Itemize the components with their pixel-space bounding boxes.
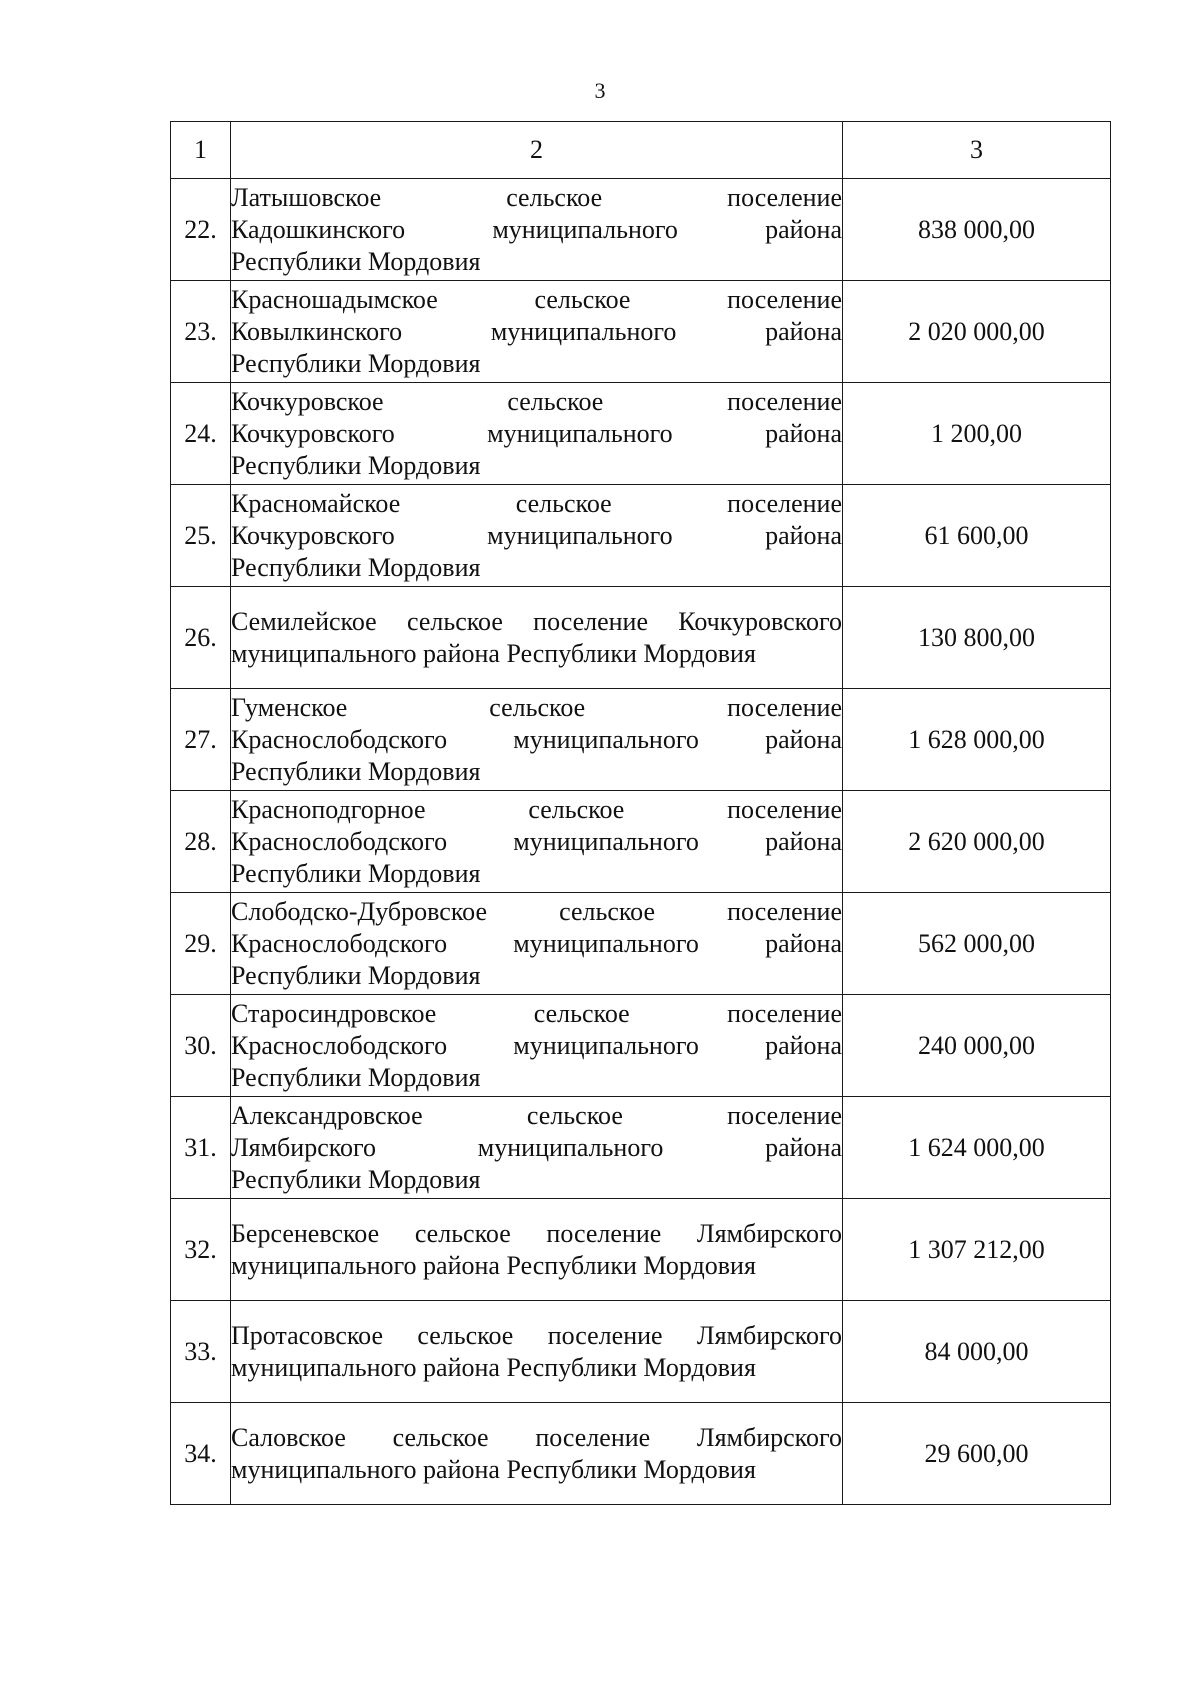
settlement-name-line: муниципального района Республики Мордовия [231, 1250, 756, 1280]
settlement-name-line: Латышовское сельское поселение [231, 182, 842, 212]
amount: 29 600,00 [843, 1403, 1111, 1505]
settlement-name-line: Республики Мордовия [231, 246, 481, 276]
row-number: 25. [171, 485, 231, 587]
row-number: 34. [171, 1403, 231, 1505]
settlement-name [231, 383, 843, 485]
settlement-name-line: Кочкуровского муниципального района [231, 520, 842, 550]
amount: 2 620 000,00 [843, 791, 1111, 893]
settlement-name [231, 485, 843, 587]
settlement-name-line: Ковылкинского муниципального района [231, 316, 842, 346]
table-header-row [171, 122, 1111, 179]
table-row [171, 1301, 1111, 1403]
table-row [171, 1199, 1111, 1301]
settlement-name-line: Красноподгорное сельское поселение [231, 794, 842, 824]
row-number: 29. [171, 893, 231, 995]
row-number: 31. [171, 1097, 231, 1199]
settlement-name-line: Гуменское сельское поселение [231, 692, 842, 722]
settlement-name-line: Республики Мордовия [231, 858, 481, 888]
header-col-2: 2 [231, 122, 843, 179]
table-row [171, 587, 1111, 689]
settlement-name-line: Республики Мордовия [231, 1164, 481, 1194]
row-number: 32. [171, 1199, 231, 1301]
settlement-name-line: Семилейское сельское поселение Кочкуровского [231, 606, 842, 636]
settlement-name [231, 1199, 843, 1301]
settlement-name-line: муниципального района Республики Мордовия [231, 1454, 756, 1484]
settlement-name [231, 281, 843, 383]
settlement-name-line: Кадошкинского муниципального района [231, 214, 842, 244]
settlement-name [231, 1301, 843, 1403]
table-row [171, 893, 1111, 995]
settlement-name [231, 1403, 843, 1505]
amount: 2 020 000,00 [843, 281, 1111, 383]
row-number: 24. [171, 383, 231, 485]
amount: 562 000,00 [843, 893, 1111, 995]
amount: 130 800,00 [843, 587, 1111, 689]
settlement-name-line: Республики Мордовия [231, 1062, 481, 1092]
settlement-name-line: Республики Мордовия [231, 348, 481, 378]
table-row [171, 791, 1111, 893]
row-number: 27. [171, 689, 231, 791]
settlement-name [231, 179, 843, 281]
table-row [171, 995, 1111, 1097]
settlement-name-line: Краснослободского муниципального района [231, 724, 842, 754]
settlement-name-line: Краснослободского муниципального района [231, 826, 842, 856]
row-number: 23. [171, 281, 231, 383]
row-number: 33. [171, 1301, 231, 1403]
settlement-name-line: Лямбирского муниципального района [231, 1132, 842, 1162]
settlement-name [231, 1097, 843, 1199]
settlement-name [231, 893, 843, 995]
settlement-name [231, 587, 843, 689]
settlement-name-line: Республики Мордовия [231, 756, 481, 786]
settlement-name-line: муниципального района Республики Мордовия [231, 1352, 756, 1382]
header-col-1: 1 [171, 122, 231, 179]
settlement-name-line: Кочкуровское сельское поселение [231, 386, 842, 416]
row-number: 22. [171, 179, 231, 281]
amount: 1 200,00 [843, 383, 1111, 485]
allocation-table [170, 121, 1111, 1505]
amount: 84 000,00 [843, 1301, 1111, 1403]
settlement-name-line: Саловское сельское поселение Лямбирского [231, 1422, 842, 1452]
table-row [171, 689, 1111, 791]
amount: 838 000,00 [843, 179, 1111, 281]
row-number: 26. [171, 587, 231, 689]
table-body [171, 122, 1111, 1505]
settlement-name-line: Красношадымское сельское поселение [231, 284, 842, 314]
table-row [171, 383, 1111, 485]
settlement-name-line: Александровское сельское поселение [231, 1100, 842, 1130]
settlement-name-line: Красномайское сельское поселение [231, 488, 842, 518]
settlement-name [231, 995, 843, 1097]
table-row [171, 1097, 1111, 1199]
settlement-name-line: Берсеневское сельское поселение Лямбирского [231, 1218, 842, 1248]
settlement-name-line: Республики Мордовия [231, 450, 481, 480]
settlement-name [231, 689, 843, 791]
row-number: 30. [171, 995, 231, 1097]
header-col-3: 3 [843, 122, 1111, 179]
amount: 240 000,00 [843, 995, 1111, 1097]
settlement-name-line: муниципального района Республики Мордовия [231, 638, 756, 668]
table-row [171, 281, 1111, 383]
settlement-name-line: Слободско-Дубровское сельское поселение [231, 896, 842, 926]
table-row [171, 485, 1111, 587]
page-number: 3 [594, 78, 606, 103]
amount: 1 307 212,00 [843, 1199, 1111, 1301]
row-number: 28. [171, 791, 231, 893]
settlement-name-line: Краснослободского муниципального района [231, 1030, 842, 1060]
settlement-name-line: Республики Мордовия [231, 552, 481, 582]
settlement-name-line: Кочкуровского муниципального района [231, 418, 842, 448]
amount: 61 600,00 [843, 485, 1111, 587]
table-row [171, 179, 1111, 281]
settlement-name-line: Республики Мордовия [231, 960, 481, 990]
settlement-name-line: Старосиндровское сельское поселение [231, 998, 842, 1028]
amount: 1 628 000,00 [843, 689, 1111, 791]
settlement-name-line: Протасовское сельское поселение Лямбирского [231, 1320, 842, 1350]
table-row [171, 1403, 1111, 1505]
settlement-name-line: Краснослободского муниципального района [231, 928, 842, 958]
settlement-name [231, 791, 843, 893]
amount: 1 624 000,00 [843, 1097, 1111, 1199]
